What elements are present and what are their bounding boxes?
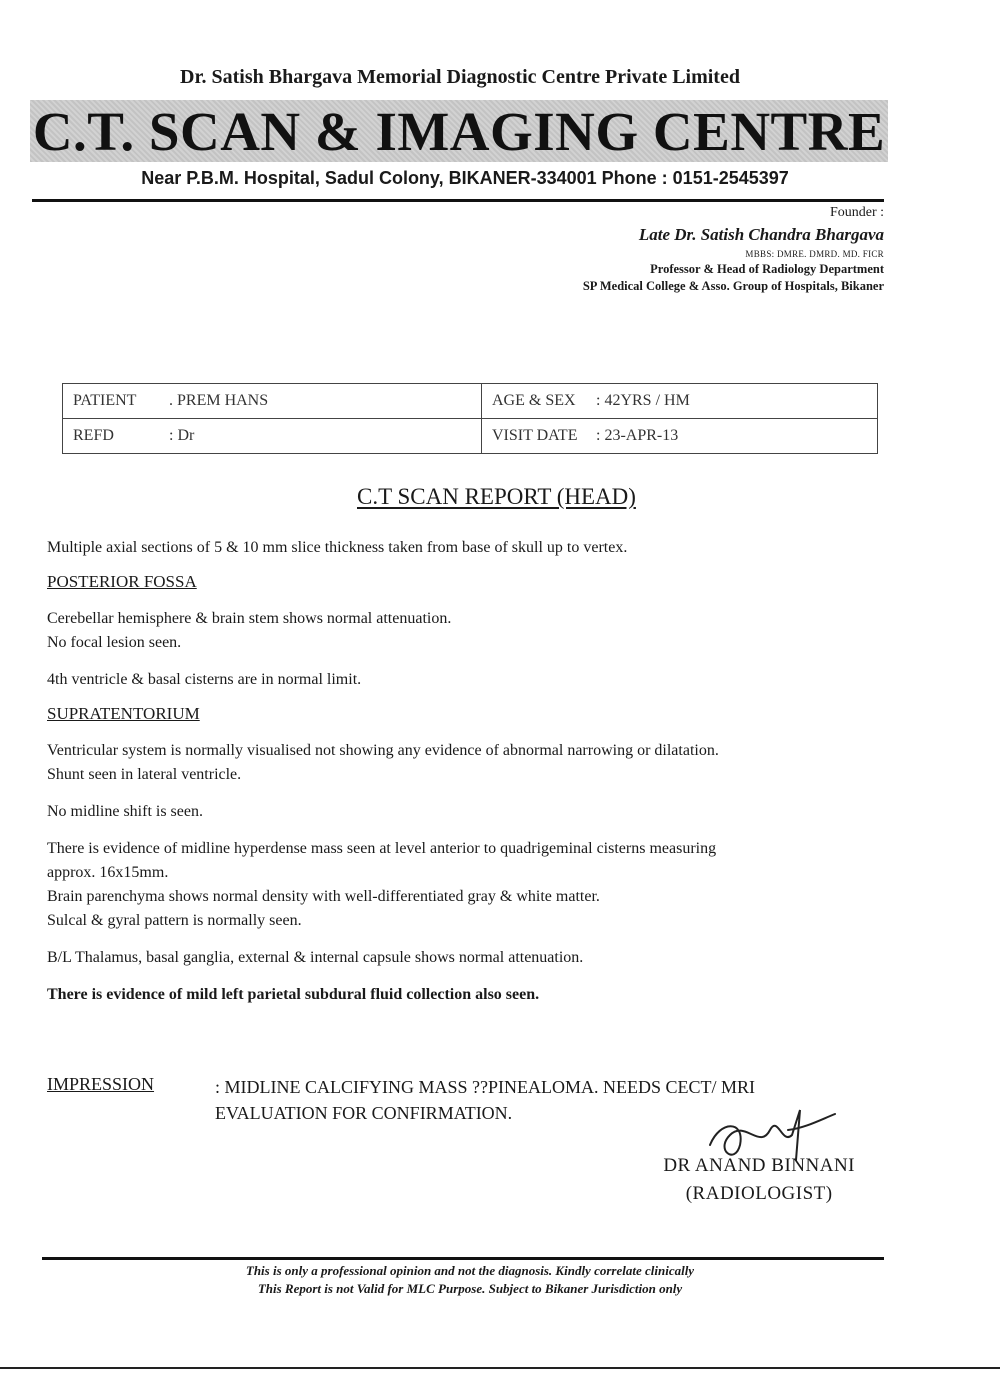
visit-date-label: VISIT DATE xyxy=(492,427,578,444)
footer-divider xyxy=(42,1257,884,1260)
header-divider xyxy=(32,199,884,202)
patient-name-cell xyxy=(63,384,482,419)
disclaimer xyxy=(0,1262,940,1298)
centre-name: C.T. SCAN & IMAGING CENTRE xyxy=(32,101,886,162)
page-edge-line xyxy=(0,1367,1000,1369)
posterior-fossa-heading: POSTERIOR FOSSA xyxy=(47,572,197,591)
disclaimer-line: This Report is not Valid for MLC Purpose. Subject to Bikaner Jurisdiction only xyxy=(257,1281,683,1296)
patient-row xyxy=(63,384,878,419)
centre-address: Near P.B.M. Hospital, Sadul Colony, BIKANER-334001 Phone : 0151-2545397 xyxy=(141,168,789,188)
finding-text: Brain parenchyma shows normal density with well-differentiated gray & white matter. xyxy=(47,888,600,905)
finding-text: Cerebellar hemisphere & brain stem shows normal attenuation. xyxy=(47,610,452,627)
referral-row xyxy=(63,419,878,454)
finding-text-bold: There is evidence of mild left parietal subdural fluid collection also seen. xyxy=(47,986,540,1003)
report-title: C.T SCAN REPORT (HEAD) xyxy=(357,484,636,509)
founder-name: Late Dr. Satish Chandra Bhargava xyxy=(638,225,884,245)
report-body xyxy=(47,536,917,1007)
impression-text: : MIDLINE CALCIFYING MASS ??PINEALOMA. NEEDS CECT/ MRI EVALUATION FOR CONFIRMATION. xyxy=(215,1077,755,1123)
finding-text: approx. 16x15mm. xyxy=(47,864,169,881)
radiologist-title: (RADIOLOGIST) xyxy=(685,1183,833,1204)
age-sex-value: : 42YRS / HM xyxy=(596,392,690,409)
founder-block xyxy=(583,205,884,294)
age-sex-cell xyxy=(482,384,878,419)
finding-text: Ventricular system is normally visualised not showing any evidence of abnormal narrowing or dilatation. xyxy=(47,742,719,759)
supratentorium-heading: SUPRATENTORIUM xyxy=(47,704,200,723)
finding-text: Shunt seen in lateral ventricle. xyxy=(47,766,242,783)
patient-label: PATIENT xyxy=(73,392,137,409)
organization-name: Dr. Satish Bhargava Memorial Diagnostic Centre Private Limited xyxy=(180,66,740,88)
finding-text: B/L Thalamus, basal ganglia, external & internal capsule shows normal attenuation. xyxy=(47,949,584,966)
impression-label: IMPRESSION xyxy=(47,1074,155,1094)
visit-date-value: : 23-APR-13 xyxy=(596,427,679,444)
founder-institution: SP Medical College & Asso. Group of Hospitals, Bikaner xyxy=(582,279,884,294)
patient-name: . PREM HANS xyxy=(169,392,269,409)
patient-info-table xyxy=(62,383,878,454)
refd-value: : Dr xyxy=(169,427,195,444)
finding-text: No focal lesion seen. xyxy=(47,634,182,651)
disclaimer-line: This is only a professional opinion and not the diagnosis. Kindly correlate clinically xyxy=(245,1263,695,1278)
finding-text: There is evidence of midline hyperdense mass seen at level anterior to quadrigeminal cisterns measuring xyxy=(47,840,717,857)
signature-block xyxy=(663,1152,855,1208)
intro-text: Multiple axial sections of 5 & 10 mm slice thickness taken from base of skull up to vertex. xyxy=(47,539,628,556)
age-sex-label: AGE & SEX xyxy=(492,392,576,409)
refd-cell xyxy=(63,419,482,454)
radiologist-name: DR ANAND BINNANI xyxy=(663,1155,855,1176)
finding-text: No midline shift is seen. xyxy=(47,803,203,820)
finding-text: 4th ventricle & basal cisterns are in normal limit. xyxy=(47,671,362,688)
refd-label: REFD xyxy=(73,427,114,444)
visit-date-cell xyxy=(482,419,878,454)
founder-label: Founder : xyxy=(829,205,884,220)
founder-qualifications: MBBS: DMRE. DMRD. MD. FICR xyxy=(745,248,884,259)
finding-text: Sulcal & gyral pattern is normally seen. xyxy=(47,912,302,929)
founder-position: Professor & Head of Radiology Department xyxy=(650,261,884,276)
